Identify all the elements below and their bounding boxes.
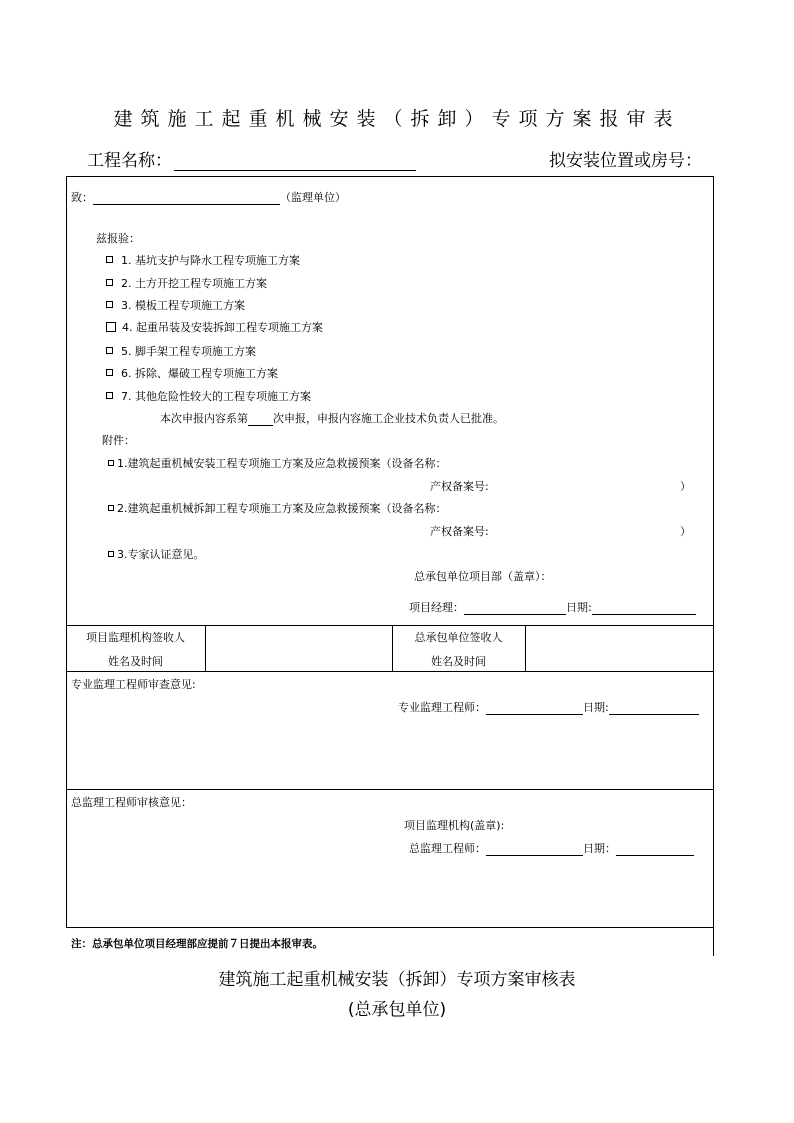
second-form-subtitle: (总承包单位) [347, 1000, 447, 1020]
attachment-number: 2. [117, 502, 128, 515]
submission-suffix: 次申报，申报内容施工企业技术负责人已批准。 [273, 412, 504, 425]
close-paren: ） [680, 480, 691, 493]
project-name-field[interactable] [174, 151, 416, 171]
attachment-text: 建筑起重机械安装工程专项施工方案及应急救援预案（设备名称： [127, 457, 447, 470]
chief-engineer-field[interactable] [486, 844, 583, 856]
table-left-border [66, 176, 67, 927]
attachment-item[interactable] [108, 548, 205, 562]
checkbox[interactable] [108, 505, 114, 511]
manager-signature-row [409, 601, 696, 615]
install-location-label: 拟安装位置或房号： [549, 151, 702, 171]
date-field[interactable] [609, 703, 699, 715]
property-record-label: 产权备案号: [430, 525, 489, 538]
option-item[interactable] [106, 345, 256, 359]
project-manager-field[interactable] [464, 603, 566, 615]
checkbox[interactable] [106, 369, 113, 376]
date-field[interactable] [592, 603, 696, 615]
submission-count-field[interactable] [248, 414, 273, 426]
option-item[interactable] [106, 390, 311, 404]
option-text: 脚手架工程专项施工方案 [135, 345, 256, 358]
table-bottom-border [66, 927, 714, 928]
contractor-dept-seal: 总承包单位项目部（盖章）： [414, 570, 552, 583]
cell-divider [205, 625, 206, 671]
project-manager-label: 项目经理： [409, 601, 464, 614]
specialist-opinion-label: 专业监理工程师审查意见: [71, 678, 196, 691]
option-text: 拆除、爆破工程专项施工方案 [135, 367, 278, 380]
submission-statement [160, 412, 504, 426]
checkbox[interactable] [106, 256, 113, 263]
checkbox[interactable] [106, 279, 113, 286]
supervision-receipt-sub: 姓名及时间 [108, 655, 163, 668]
option-item[interactable] [106, 277, 267, 291]
option-item[interactable] [106, 254, 300, 268]
table-divider [66, 625, 714, 626]
option-item[interactable] [106, 299, 245, 313]
attachment-item[interactable] [108, 457, 447, 471]
specialist-signature-row [398, 701, 699, 715]
option-number: 5. [121, 345, 132, 358]
agency-seal-label: 项目监理机构(盖章): [404, 819, 505, 832]
close-paren: ） [680, 525, 691, 538]
chief-signature-row [409, 842, 694, 856]
checkbox[interactable] [108, 460, 114, 466]
option-text: 土方开挖工程专项施工方案 [135, 277, 267, 290]
date-label: 日期： [583, 842, 616, 855]
checkbox[interactable] [106, 322, 116, 332]
attachment-number: 1. [117, 457, 128, 470]
specialist-engineer-field[interactable] [486, 703, 583, 715]
second-form-title: 建筑施工起重机械安装（拆卸）专项方案审核表 [218, 970, 576, 990]
checkbox[interactable] [106, 301, 113, 308]
attachments-label: 附件： [102, 434, 135, 447]
date-field[interactable] [616, 844, 694, 856]
contractor-receipt-sub: 姓名及时间 [431, 655, 486, 668]
contractor-receipt-label: 总承包单位签收人 [414, 631, 503, 644]
form-title: 建筑施工起重机械安装（拆卸）专项方案报审表 [113, 108, 681, 130]
chief-opinion-label: 总监理工程师审核意见： [71, 796, 192, 809]
addressee-row [71, 191, 346, 205]
checkbox[interactable] [106, 347, 113, 354]
option-text: 模板工程专项施工方案 [135, 299, 245, 312]
attachment-text: 建筑起重机械拆卸工程专项施工方案及应急救援预案（设备名称： [127, 502, 447, 515]
table-divider [66, 671, 714, 672]
table-top-border [66, 176, 714, 177]
date-label: 日期: [583, 701, 609, 714]
supervision-receipt-label: 项目监理机构签收人 [86, 631, 185, 644]
cell-divider [525, 625, 526, 671]
to-label: 致： [71, 191, 93, 204]
attachment-item[interactable] [108, 502, 447, 516]
option-item[interactable] [106, 367, 278, 381]
attachment-text: 专家认证意见。 [127, 548, 205, 561]
specialist-engineer-label: 专业监理工程师： [398, 701, 486, 714]
property-record-label: 产权备案号: [430, 480, 489, 493]
project-name-label: 工程名称： [87, 151, 172, 171]
table-divider [66, 789, 714, 790]
option-text: 基坑支护与降水工程专项施工方案 [135, 254, 300, 267]
chief-engineer-label: 总监理工程师： [409, 842, 486, 855]
submit-intro: 兹报验： [96, 232, 140, 245]
supervision-unit-field[interactable] [93, 193, 280, 205]
option-number: 4. [122, 321, 133, 334]
project-name-row [87, 146, 416, 171]
option-text: 起重吊装及安装拆卸工程专项施工方案 [136, 321, 323, 334]
checkbox[interactable] [108, 551, 114, 557]
option-number: 1. [121, 254, 132, 267]
supervision-unit-label: （监理单位） [280, 191, 346, 204]
option-text: 其他危险性较大的工程专项施工方案 [135, 390, 311, 403]
option-number: 7. [121, 390, 132, 403]
footnote: 注：总承包单位项目经理部应提前７日提出本报审表。 [71, 938, 323, 950]
option-number: 3. [121, 299, 132, 312]
option-item[interactable] [106, 321, 323, 335]
checkbox[interactable] [106, 392, 113, 399]
date-label: 日期: [566, 601, 592, 614]
table-right-border [713, 176, 714, 956]
option-number: 6. [121, 367, 132, 380]
attachment-number: 3. [117, 548, 128, 561]
option-number: 2. [121, 277, 132, 290]
submission-prefix: 本次申报内容系第 [160, 412, 248, 425]
